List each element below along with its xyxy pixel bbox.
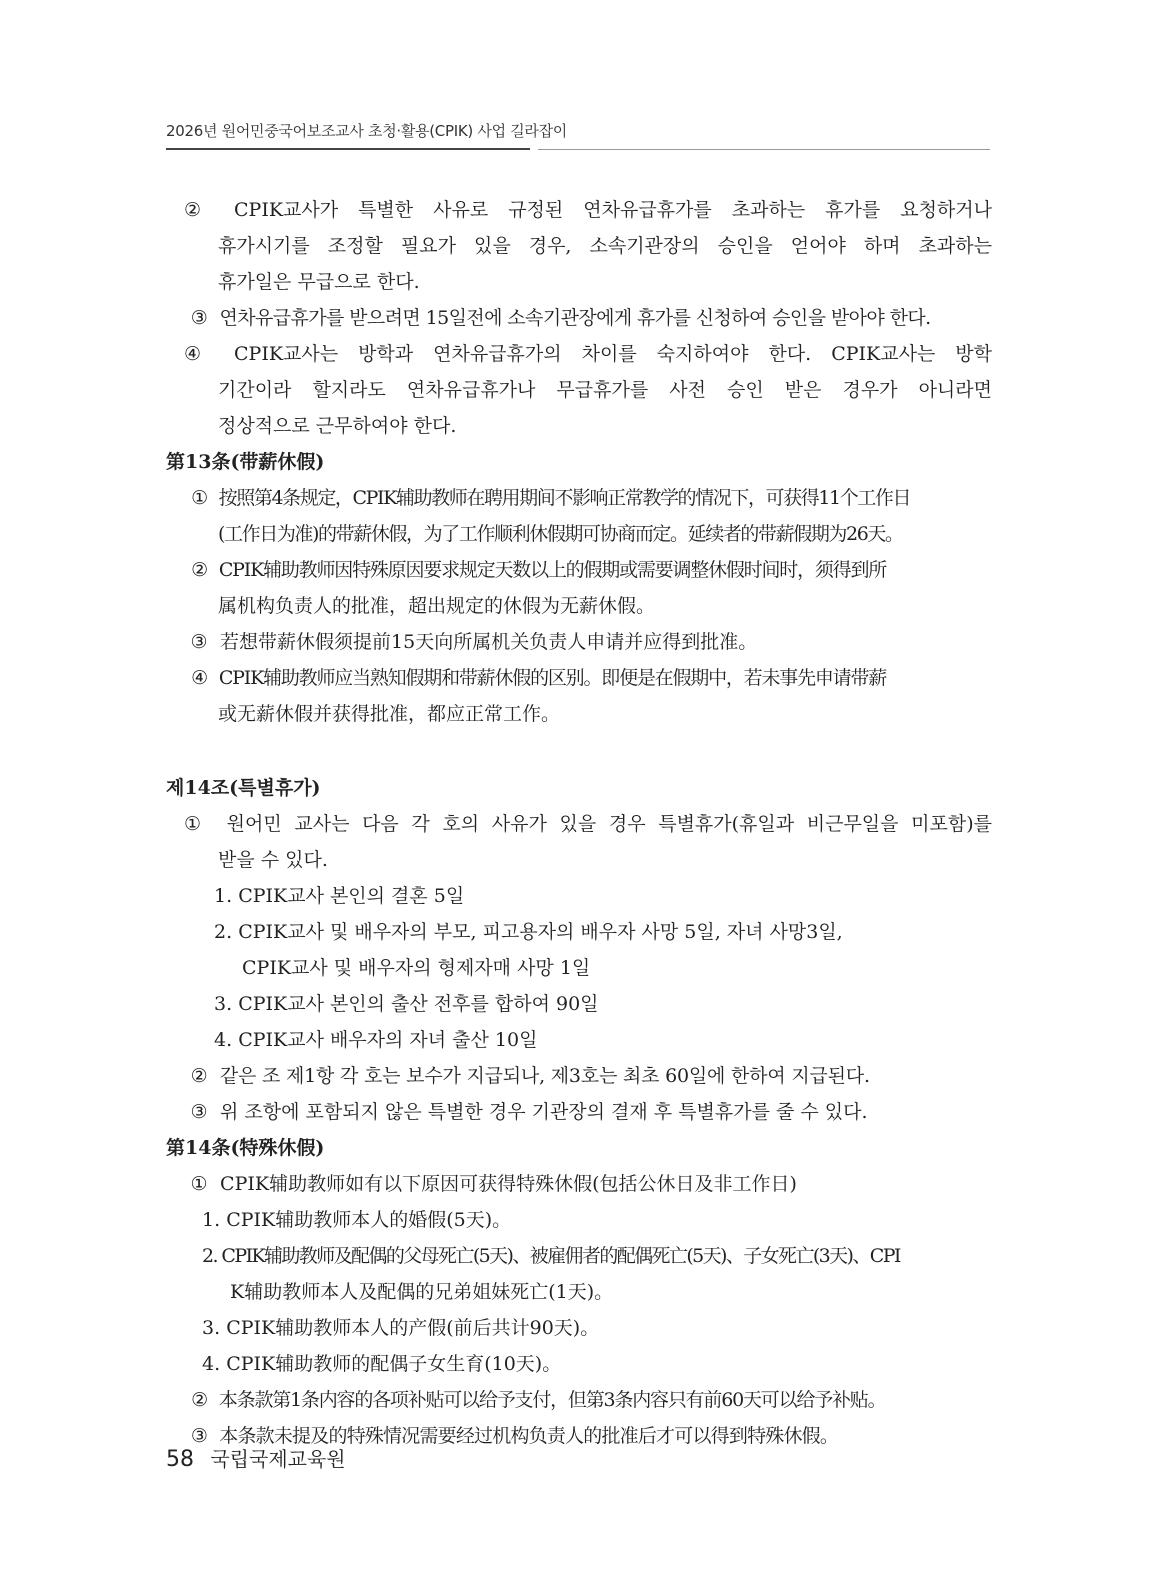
page-number: 58: [166, 1447, 194, 1472]
circle-marker: ②: [184, 199, 202, 221]
circle-marker: ②: [190, 1065, 208, 1087]
list-item: 3. CPIK교사 본인의 출산 전후를 합하여 90일: [214, 993, 599, 1015]
paragraph-line: 或无薪休假并获得批准，都应正常工作。: [218, 703, 561, 725]
organization-name: 국립국제교육원: [210, 1447, 346, 1471]
paragraph-line: ④ CPIK교사는 방학과 연차유급휴가의 차이를 숙지하여야 한다. CPIK교사는 방학: [166, 336, 992, 372]
paragraph-line: ③ 本条款未提及的特殊情况需要经过机构负责人的批准后才可以得到特殊休假。: [166, 1418, 992, 1454]
paragraph-line: (工作日为准)的带薪休假，为了工作顺利休假期可协商而定。延续者的带薪假期为26天。: [218, 523, 903, 545]
paragraph-line: 휴가시기를 조정할 필요가 있을 경우, 소속기관장의 승인을 얻어야 하며 초과하는: [218, 235, 992, 257]
running-header: 2026년 원어민중국어보조교사 초청·활용(CPIK) 사업 길라잡이: [166, 122, 567, 140]
paragraph-line: 기간이라 할지라도 연차유급휴가나 무급휴가를 사전 승인 받은 경우가 아니라면: [218, 379, 992, 401]
paragraph-line: ④ CPIK辅助教师应当熟知假期和带薪休假的区别。即便是在假期中，若未事先申请带薪: [166, 660, 992, 696]
circle-marker: ③: [190, 1425, 208, 1447]
paragraph-line: 정상적으로 근무하여야 한다.: [218, 415, 457, 437]
paragraph-line: ② CPIK辅助教师因特殊原因要求规定天数以上的假期或需要调整休假时间时，须得到所: [166, 552, 992, 588]
circle-marker: ④: [184, 343, 202, 365]
page-body: [166, 192, 992, 1454]
paragraph-line: ① CPIK辅助教师如有以下原因可获得特殊休假(包括公休日及非工作日): [166, 1166, 992, 1202]
paragraph-line: ① 按照第4条规定，CPIK辅助教师在聘用期间不影响正常教学的情况下，可获得11个工作日: [166, 480, 992, 516]
circle-marker: ④: [191, 667, 207, 689]
circle-marker: ①: [190, 1173, 208, 1195]
circle-marker: ③: [190, 307, 208, 329]
header-rule-dark: [166, 148, 530, 150]
article-heading: 第13条(带薪休假): [166, 451, 325, 473]
article-heading: 제14조(특별휴가): [166, 777, 321, 799]
list-item: 1. CPIK辅助教师本人的婚假(5天)。: [202, 1209, 512, 1231]
paragraph-line: 휴가일은 무급으로 한다.: [218, 271, 420, 293]
circle-marker: ①: [191, 487, 207, 509]
paragraph-line: 属机构负责人的批准，超出规定的休假为无薪休假。: [218, 595, 656, 617]
circle-marker: ②: [191, 559, 207, 581]
list-item: 3. CPIK辅助教师本人的产假(前后共计90天)。: [202, 1317, 600, 1339]
section-spacer: [166, 732, 992, 770]
page-footer: [166, 1443, 346, 1472]
paragraph-line: ② CPIK교사가 특별한 사유로 규정된 연차유급휴가를 초과하는 휴가를 요청하거나: [166, 192, 992, 228]
paragraph-line: ③ 위 조항에 포함되지 않은 특별한 경우 기관장의 결재 후 특별휴가를 줄 수 있다.: [166, 1094, 992, 1130]
paragraph-line: ③ 연차유급휴가를 받으려면 15일전에 소속기관장에게 휴가를 신청하여 승인을 받아야 한다.: [166, 300, 992, 336]
paragraph-line: ② 本条款第1条内容的各项补贴可以给予支付，但第3条内容只有前60天可以给予补贴。: [166, 1382, 992, 1418]
article-heading: 第14条(特殊休假): [166, 1137, 325, 1159]
circle-marker: ②: [191, 1389, 207, 1411]
list-item: 4. CPIK교사 배우자의 자녀 출산 10일: [214, 1029, 538, 1051]
circle-marker: ③: [190, 1101, 208, 1123]
paragraph-line: ③ 若想带薪休假须提前15天向所属机关负责人申请并应得到批准。: [166, 624, 992, 660]
list-item-continuation: K辅助教师本人及配偶的兄弟姐妹死亡(1天)。: [230, 1281, 614, 1303]
list-item: 4. CPIK辅助教师的配偶子女生育(10天)。: [202, 1353, 562, 1375]
paragraph-line: ② 같은 조 제1항 각 호는 보수가 지급되나, 제3호는 최초 60일에 한하여 지급된다.: [166, 1058, 992, 1094]
list-item-continuation: CPIK교사 및 배우자의 형제자매 사망 1일: [242, 957, 591, 979]
paragraph-line: ① 원어민 교사는 다음 각 호의 사유가 있을 경우 특별휴가(휴일과 비근무일을 미포함)를: [166, 806, 992, 842]
circle-marker: ③: [190, 631, 208, 653]
header-rule-light: [538, 149, 990, 150]
list-item: 1. CPIK교사 본인의 결혼 5일: [214, 885, 465, 907]
list-item: 2. CPIK교사 및 배우자의 부모, 피고용자의 배우자 사망 5일, 자녀 사망3일,: [214, 921, 843, 943]
list-item: 2. CPIK辅助教师及配偶的父母死亡(5天)、被雇佣者的配偶死亡(5天)、子女死亡(3天)、CPI: [202, 1245, 900, 1267]
paragraph-line: 받을 수 있다.: [218, 849, 328, 871]
circle-marker: ①: [184, 813, 202, 835]
